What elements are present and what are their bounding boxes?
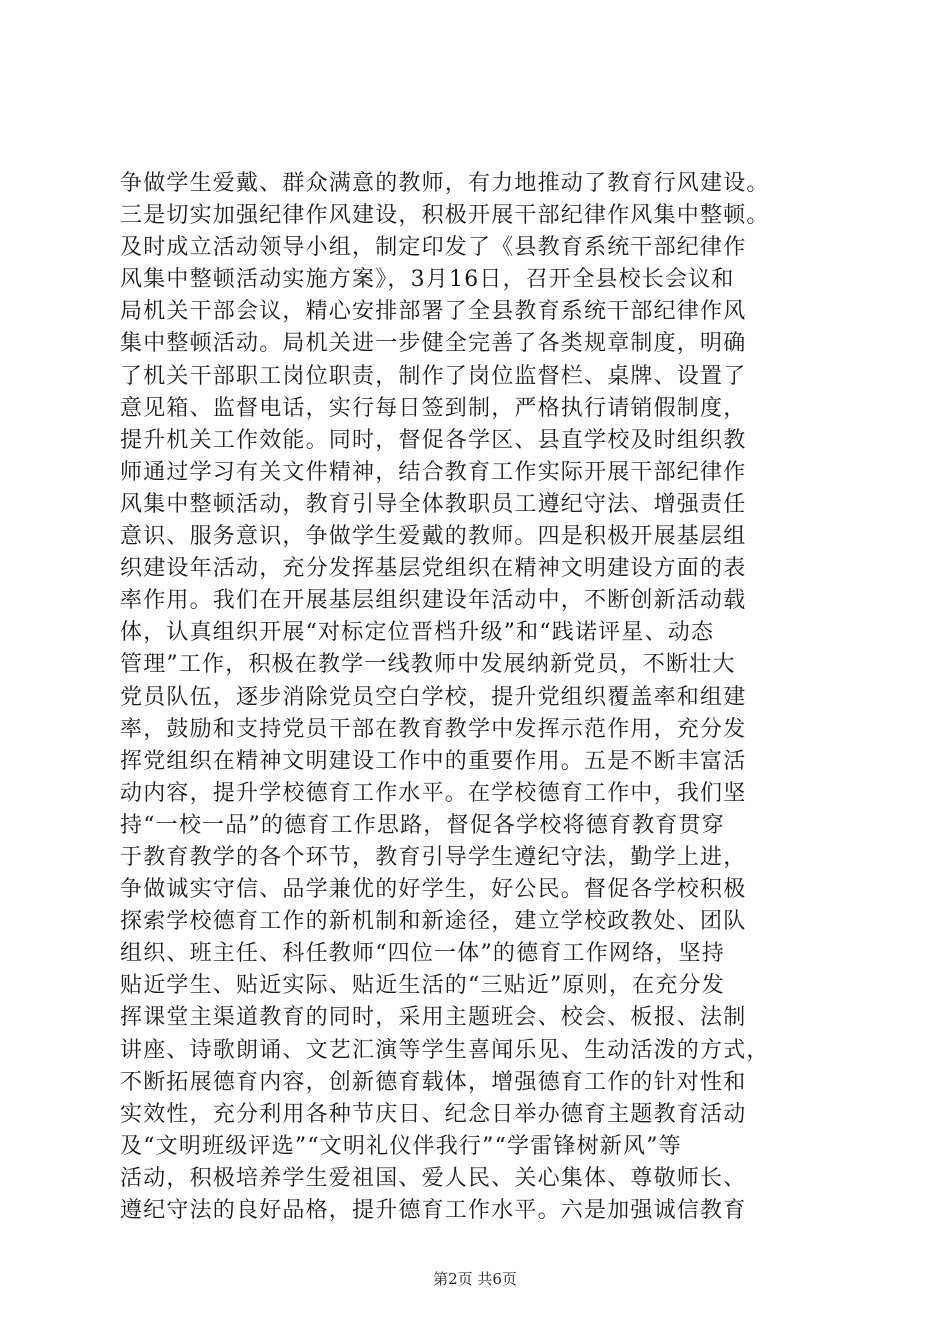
text-line: 遵纪守法的良好品格，提升德育工作水平。六是加强诚信教育: [120, 1198, 747, 1223]
body-text: [120, 168, 840, 1227]
text-line: 织建设年活动，充分发挥基层党组织在精神文明建设方面的表: [120, 556, 747, 582]
text-line: 率作用。我们在开展基层组织建设年活动中，不断创新活动载: [120, 588, 747, 614]
text-line: 争做学生爱戴、群众满意的教师，有力地推动了教育行风建设。: [120, 171, 770, 196]
text-line: 持“一校一品”的德育工作思路，督促各学校将德育教育贯穿: [120, 812, 725, 838]
page-footer: 第2页 共6页: [433, 1270, 517, 1288]
text-line: 率，鼓励和支持党员干部在教育教学中发挥示范作用，充分发: [120, 716, 747, 742]
text-line: 活动，积极培养学生爱祖国、爱人民、关心集体、尊敬师长、: [120, 1165, 747, 1191]
text-line: 争做诚实守信、品学兼优的好学生，好公民。督促各学校积极: [120, 877, 747, 903]
text-line: 管理”工作，积极在教学一线教师中发展纳新党员，不断壮大: [120, 652, 736, 678]
text-line: 及“文明班级评选”“文明礼仪伴我行”“学雷锋树新风”等: [120, 1133, 682, 1159]
text-line: 风集中整顿活动实施方案》，3月16日，召开全县校长会议和: [120, 267, 735, 293]
text-line: 及时成立活动领导小组，制定印发了《县教育系统干部纪律作: [120, 235, 747, 261]
text-line: 不断拓展德育内容，创新德育载体，增强德育工作的针对性和: [120, 1069, 747, 1095]
text-line: 于教育教学的各个环节，教育引导学生遵纪守法，勤学上进，: [120, 844, 747, 870]
text-line: 三是切实加强纪律作风建设，积极开展干部纪律作风集中整顿。: [120, 203, 770, 229]
text-line: 动内容，提升学校德育工作水平。在学校德育工作中，我们坚: [120, 780, 747, 806]
text-line: 意见箱、监督电话，实行每日签到制，严格执行请销假制度，: [120, 395, 747, 421]
text-line: 党员队伍，逐步消除党员空白学校，提升党组织覆盖率和组建: [120, 684, 747, 710]
text-line: 了机关干部职工岗位职责，制作了岗位监督栏、桌牌、设置了: [120, 363, 747, 389]
text-line: 意识、服务意识，争做学生爱戴的教师。四是积极开展基层组: [120, 524, 747, 550]
text-line: 师通过学习有关文件精神，结合教育工作实际开展干部纪律作: [120, 459, 747, 485]
text-line: 挥党组织在精神文明建设工作中的重要作用。五是不断丰富活: [120, 748, 747, 774]
text-line: 组织、班主任、科任教师“四位一体”的德育工作网络，坚持: [120, 941, 725, 967]
text-line: 探索学校德育工作的新机制和新途径，建立学校政教处、团队: [120, 909, 747, 935]
text-line: 提升机关工作效能。同时，督促各学区、县直学校及时组织教: [120, 427, 747, 453]
text-line: 集中整顿活动。局机关进一步健全完善了各类规章制度，明确: [120, 331, 747, 357]
text-line: 局机关干部会议，精心安排部署了全县教育系统干部纪律作风: [120, 299, 747, 325]
text-line: 实效性，充分利用各种节庆日、纪念日举办德育主题教育活动: [120, 1101, 747, 1127]
text-line: 体，认真组织开展“对标定位晋档升级”和“践诺评星、动态: [120, 620, 715, 646]
text-line: 风集中整顿活动，教育引导全体教职员工遵纪守法、增强责任: [120, 491, 747, 517]
text-line: 讲座、诗歌朗诵、文艺汇演等学生喜闻乐见、生动活泼的方式，: [120, 1037, 770, 1063]
text-line: 挥课堂主渠道教育的同时，采用主题班会、校会、板报、法制: [120, 1005, 747, 1031]
text-line: 贴近学生、贴近实际、贴近生活的“三贴近”原则，在充分发: [120, 973, 725, 999]
